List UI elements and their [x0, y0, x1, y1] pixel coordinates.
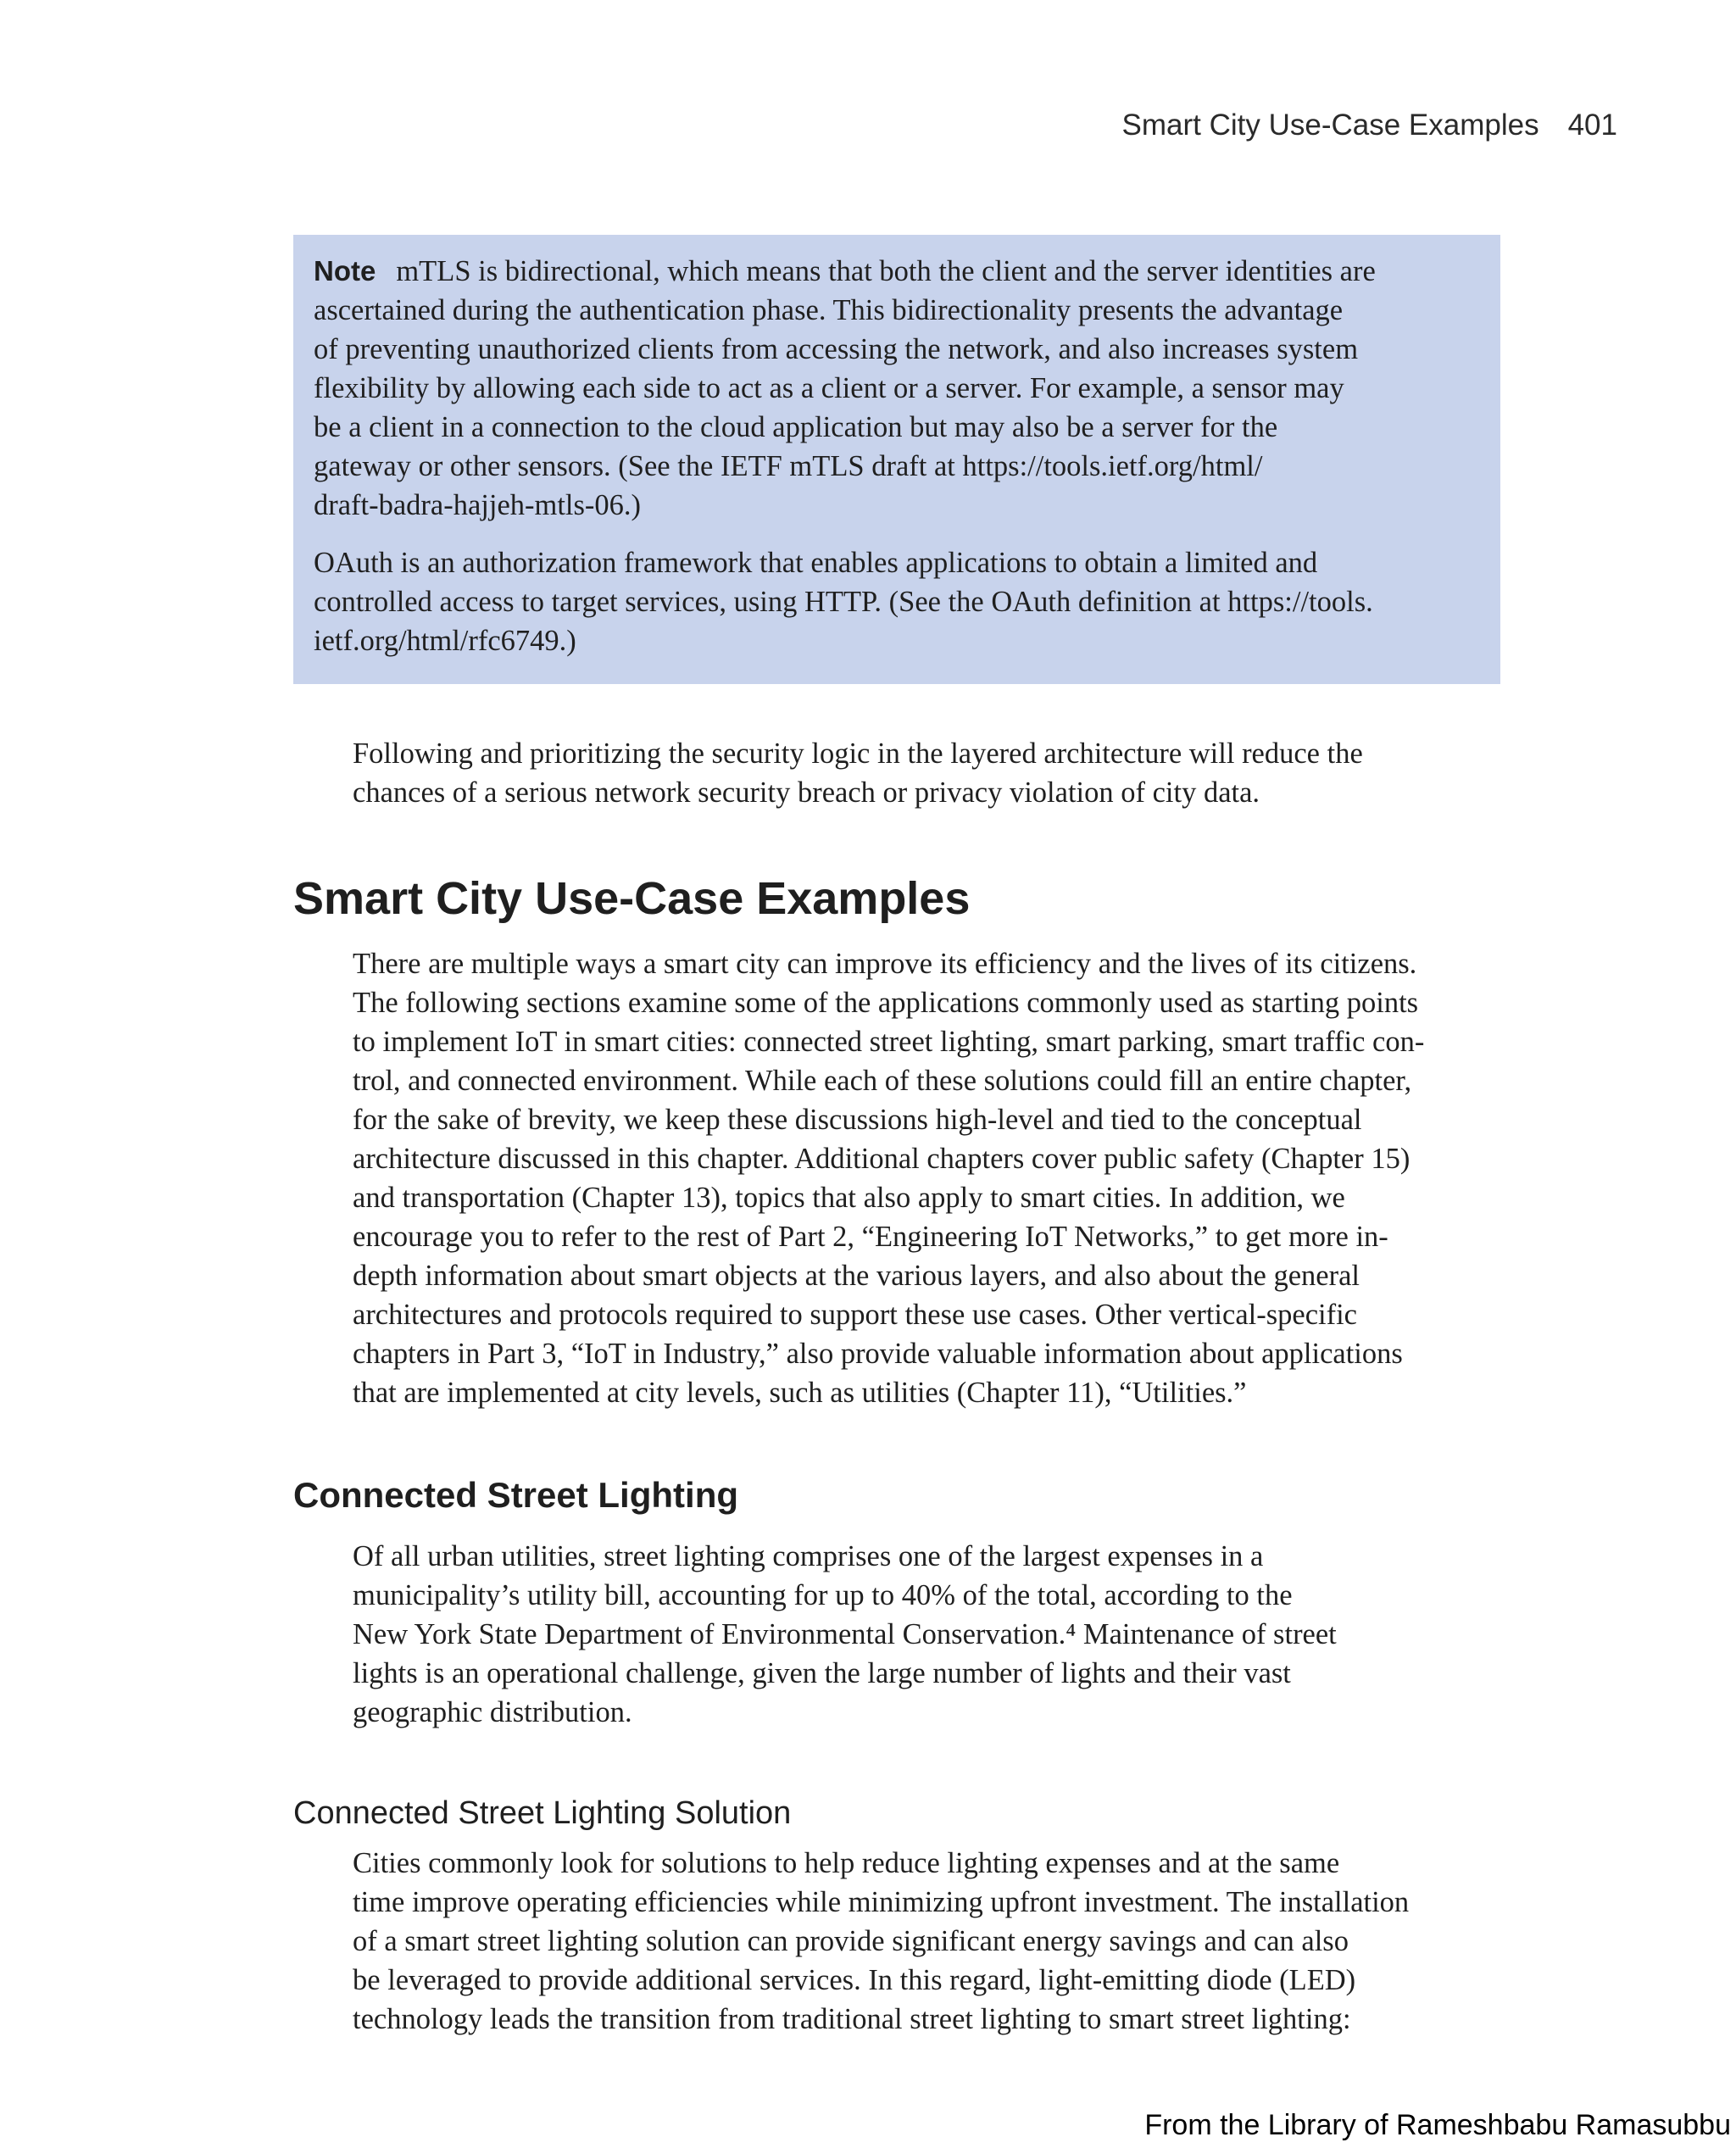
body-line: technology leads the transition from traditional street lighting to smart street lighting:: [353, 2003, 1351, 2035]
page-number: 401: [1567, 109, 1617, 142]
note-line: OAuth is an authorization framework that enables applications to obtain a limited and: [314, 547, 1318, 579]
body-line: The following sections examine some of the applications commonly used as starting points: [353, 987, 1419, 1019]
body-line: chances of a serious network security breach or privacy violation of city data.: [353, 776, 1260, 809]
running-head: [1122, 109, 1617, 142]
body-line: architectures and protocols required to support these use cases. Other vertical-specific: [353, 1299, 1357, 1331]
body-line: and transportation (Chapter 13), topics that also apply to smart cities. In addition, we: [353, 1182, 1345, 1214]
intro-paragraph: [353, 734, 1363, 812]
body-line: There are multiple ways a smart city can improve its efficiency and the lives of its citizens.: [353, 948, 1417, 980]
note-label: Note: [314, 255, 376, 287]
body-line: of a smart street lighting solution can provide significant energy savings and can also: [353, 1925, 1349, 1957]
body-line: lights is an operational challenge, given the large number of lights and their vast: [353, 1657, 1291, 1689]
running-head-title: Smart City Use-Case Examples: [1121, 109, 1539, 142]
note-line: Note mTLS is bidirectional, which means that both the client and the server identities are: [314, 255, 1376, 287]
note-box: [293, 235, 1500, 684]
body-line: for the sake of brevity, we keep these discussions high-level and tied to the conceptual: [353, 1104, 1362, 1136]
note-line: gateway or other sensors. (See the IETF mTLS draft at https://tools.ietf.org/html/: [314, 450, 1263, 482]
library-footer: From the Library of Rameshbabu Ramasubbu: [1144, 2109, 1731, 2141]
body-line: depth information about smart objects at the various layers, and also about the general: [353, 1260, 1360, 1292]
body-line: trol, and connected environment. While each of these solutions could fill an entire chapter,: [353, 1065, 1412, 1097]
body-line: municipality’s utility bill, accounting for up to 40% of the total, according to the: [353, 1579, 1293, 1611]
subsection-heading: Connected Street Lighting: [293, 1475, 738, 1515]
note-line: ascertained during the authentication phase. This bidirectionality presents the advantage: [314, 294, 1344, 326]
note-line: flexibility by allowing each side to act as a client or a server. For example, a sensor may: [314, 372, 1344, 404]
note-paragraph-1: [314, 252, 1480, 525]
body-line: Following and prioritizing the security logic in the layered architecture will reduce the: [353, 737, 1363, 770]
body-line: Cities commonly look for solutions to help reduce lighting expenses and at the same: [353, 1847, 1340, 1879]
body-line: be leveraged to provide additional services. In this regard, light-emitting diode (LED): [353, 1964, 1356, 1996]
section-heading: Smart City Use-Case Examples: [293, 873, 971, 924]
body-line: time improve operating efficiencies while minimizing upfront investment. The installation: [353, 1886, 1410, 1918]
section-paragraph: [353, 944, 1424, 1412]
subsection-paragraph: [353, 1537, 1337, 1732]
body-line: New York State Department of Environmental Conservation.⁴ Maintenance of street: [353, 1618, 1337, 1650]
body-line: geographic distribution.: [353, 1696, 632, 1728]
body-line: Of all urban utilities, street lighting comprises one of the largest expenses in a: [353, 1540, 1264, 1572]
body-line: chapters in Part 3, “IoT in Industry,” also provide valuable information about applications: [353, 1338, 1403, 1370]
body-line: to implement IoT in smart cities: connected street lighting, smart parking, smart traffic con-: [353, 1026, 1425, 1058]
body-line: encourage you to refer to the rest of Part 2, “Engineering IoT Networks,” to get more in-: [353, 1221, 1388, 1253]
note-line: of preventing unauthorized clients from accessing the network, and also increases system: [314, 333, 1359, 365]
note-line: be a client in a connection to the cloud application but may also be a server for the: [314, 411, 1278, 443]
body-line: architecture discussed in this chapter. Additional chapters cover public safety (Chapter 15): [353, 1143, 1410, 1175]
body-line: that are implemented at city levels, such as utilities (Chapter 11), “Utilities.”: [353, 1377, 1247, 1409]
subsubsection-heading: Connected Street Lighting Solution: [293, 1795, 792, 1831]
note-line: draft-badra-hajjeh-mtls-06.): [314, 489, 642, 521]
note-paragraph-2: [314, 543, 1480, 660]
subsubsection-paragraph: [353, 1844, 1409, 2039]
note-line: controlled access to target services, using HTTP. (See the OAuth definition at https://tools.: [314, 586, 1373, 618]
note-line: ietf.org/html/rfc6749.): [314, 625, 576, 657]
